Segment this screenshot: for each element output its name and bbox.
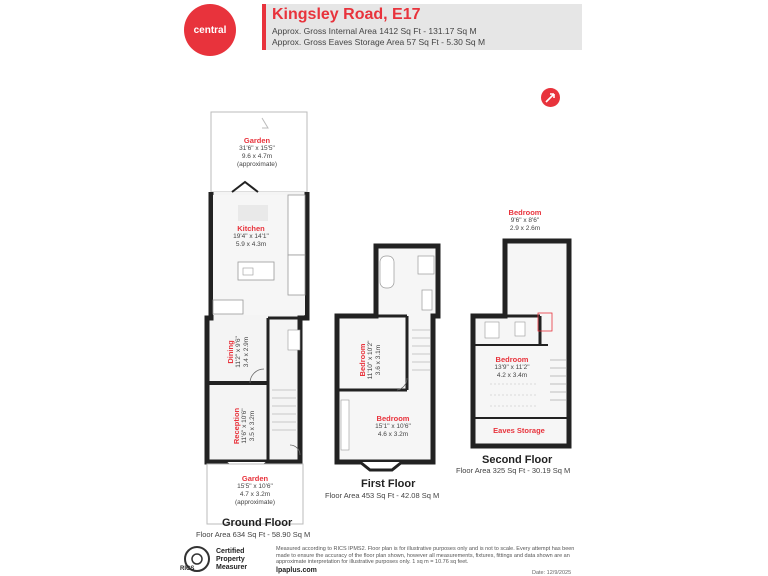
room-imperial: 11'10" x 10'2" bbox=[367, 340, 374, 380]
gross-internal-area: Approx. Gross Internal Area 1412 Sq Ft - 131.17 Sq M bbox=[272, 26, 477, 36]
room-garden-front bbox=[220, 474, 290, 507]
second-floor-area: Floor Area 325 Sq Ft - 30.19 Sq M bbox=[456, 466, 571, 475]
room-name: Bedroom bbox=[358, 343, 367, 377]
room-kitchen bbox=[216, 224, 286, 249]
room-note: (approximate) bbox=[234, 499, 276, 506]
room-name: Reception bbox=[232, 407, 241, 445]
room-imperial: 31'6" x 15'5" bbox=[239, 145, 275, 152]
room-metric: 4.7 x 3.2m bbox=[239, 491, 271, 498]
website-link[interactable]: lpaplus.com bbox=[276, 567, 317, 574]
room-metric: 4.6 x 3.2m bbox=[377, 431, 409, 438]
room-note: (approximate) bbox=[236, 161, 278, 168]
room-metric: 3.5 x 3.2m bbox=[249, 410, 256, 442]
room-metric: 5.9 x 4.3m bbox=[235, 241, 267, 248]
room-name: Dining bbox=[226, 340, 235, 364]
second-floor-plan bbox=[473, 241, 569, 446]
certified-measurer-label: Certified Property Measurer bbox=[216, 548, 248, 571]
gross-eaves-area: Approx. Gross Eaves Storage Area 57 Sq Ft - 5.30 Sq M bbox=[272, 37, 486, 47]
room-metric: 4.2 x 3.4m bbox=[496, 372, 528, 379]
room-bedroom-back bbox=[358, 335, 383, 385]
room-imperial: 15'5" x 10'6" bbox=[237, 483, 273, 490]
room-name: Kitchen bbox=[237, 224, 265, 233]
room-name: Bedroom bbox=[376, 414, 410, 423]
room-dining bbox=[226, 324, 251, 380]
room-imperial: 19'4" x 14'1" bbox=[233, 233, 269, 240]
property-title: Kingsley Road, E17 bbox=[272, 6, 421, 23]
second-floor-title: Second Floor bbox=[482, 454, 553, 466]
room-imperial: 13'9" x 11'2" bbox=[494, 364, 530, 371]
room-imperial: 11'2" x 9'6" bbox=[235, 336, 242, 368]
room-name: Garden bbox=[243, 136, 271, 145]
room-metric: 2.9 x 2.6m bbox=[509, 225, 541, 232]
ground-floor-title: Ground Floor bbox=[222, 517, 293, 529]
room-reception bbox=[232, 398, 257, 454]
room-metric: 3.6 x 3.1m bbox=[375, 344, 382, 376]
room-imperial: 9'6" x 8'6" bbox=[510, 217, 540, 224]
room-name: Bedroom bbox=[495, 355, 529, 364]
room-garden-rear bbox=[222, 136, 292, 169]
first-floor-area: Floor Area 453 Sq Ft - 42.08 Sq M bbox=[325, 491, 440, 500]
room-metric: 3.4 x 2.9m bbox=[243, 336, 250, 368]
brand-logo-text: central bbox=[193, 24, 227, 36]
rics-label: RICS bbox=[180, 566, 195, 572]
first-floor-title: First Floor bbox=[361, 478, 416, 490]
room-name: Bedroom bbox=[508, 208, 542, 217]
room-metric: 9.6 x 4.7m bbox=[241, 153, 273, 160]
disclaimer-text: Measured according to RICS IPMS2. Floor plan is for illustrative purposes only and is not to scale. Every attempt has been made to ensure the accuracy of the floor plan shown, however all measurements, fixtures, fittings and data shown are an approximate interpretation for illustrative purposes only. 1 sq m = 10.76 sq feet. bbox=[276, 546, 575, 565]
room-eaves-storage bbox=[478, 426, 560, 435]
room-imperial: 15'1" x 10'6" bbox=[375, 423, 411, 430]
ground-floor-plan bbox=[207, 112, 307, 524]
ground-floor-area: Floor Area 634 Sq Ft - 58.90 Sq M bbox=[196, 530, 311, 539]
room-bedroom-main bbox=[477, 355, 547, 380]
plan-date: Date: 12/9/2025 bbox=[532, 570, 572, 576]
room-name: Garden bbox=[241, 474, 269, 483]
room-bedroom-top bbox=[490, 208, 560, 233]
room-name: Eaves Storage bbox=[493, 426, 545, 435]
room-imperial: 11'6" x 10'6" bbox=[241, 408, 248, 444]
room-bedroom-front bbox=[358, 414, 428, 439]
